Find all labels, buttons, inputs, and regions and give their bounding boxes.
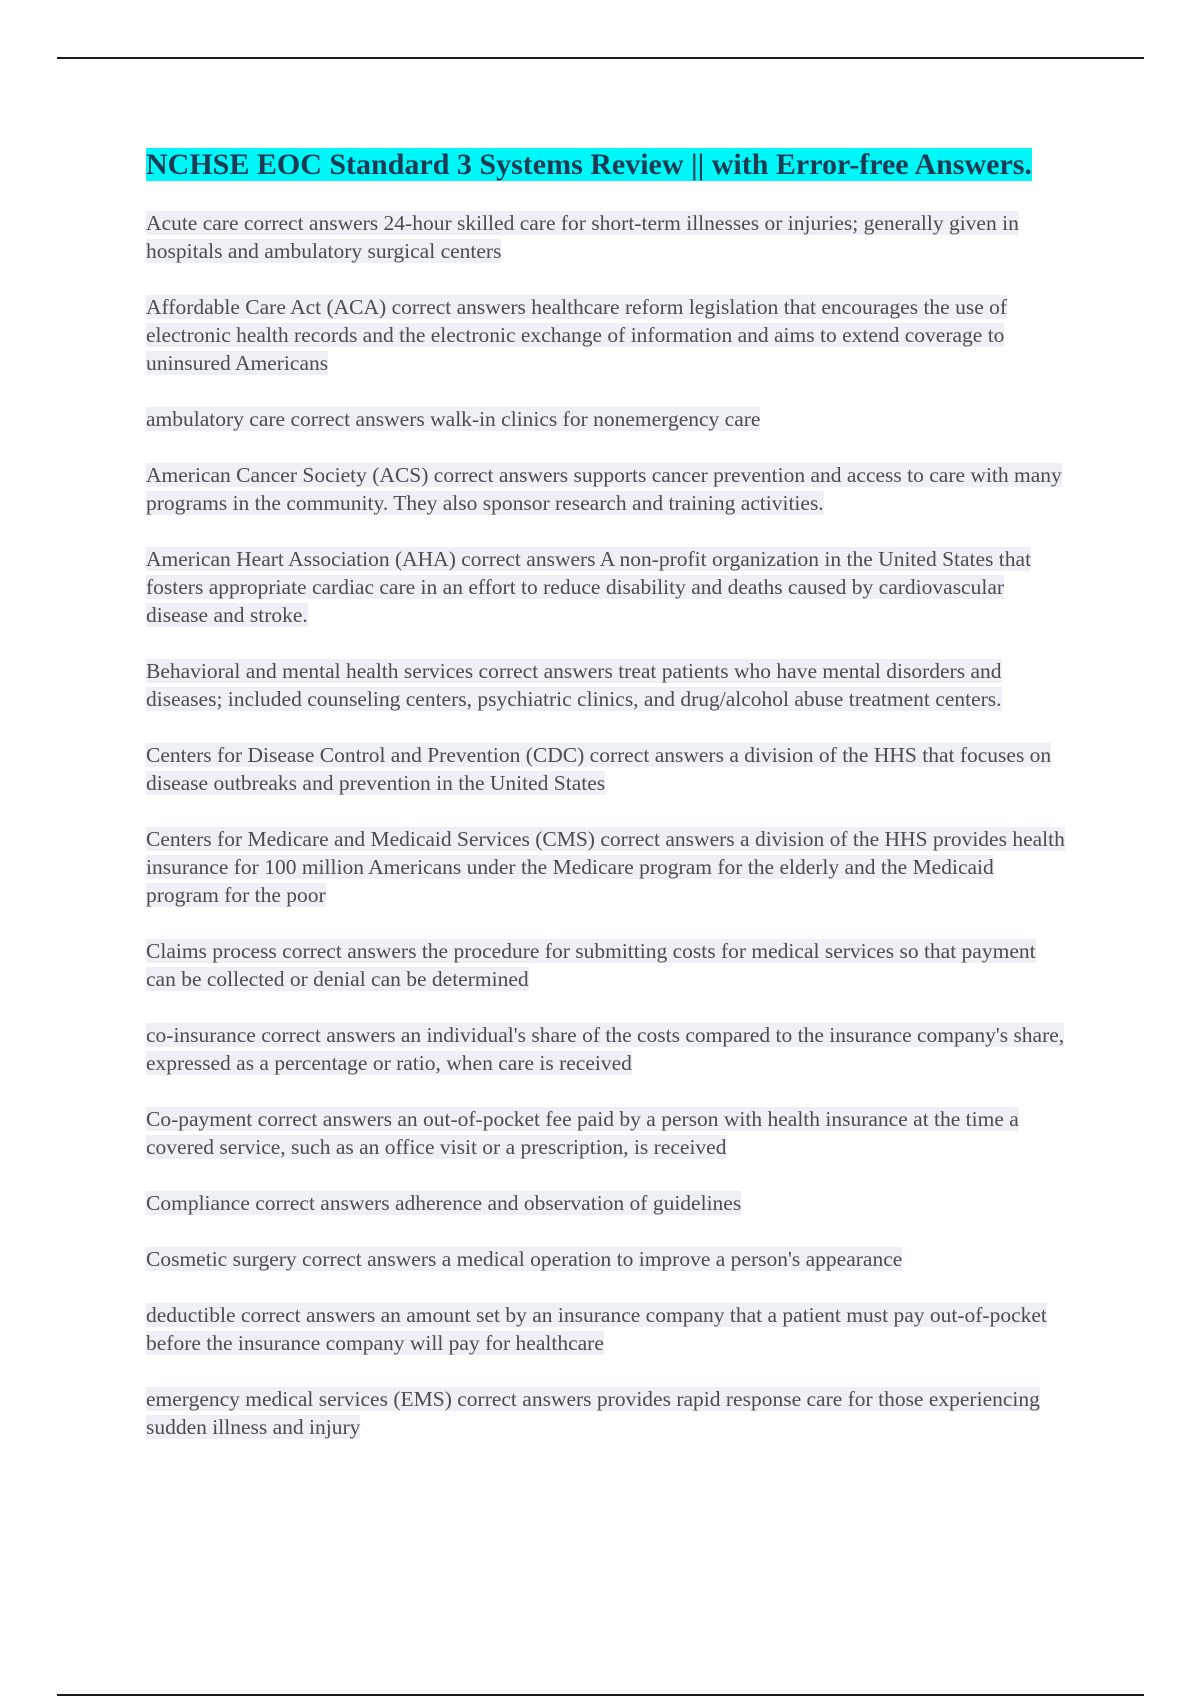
entry-deductible xyxy=(146,1301,1066,1357)
entry-compliance xyxy=(146,1189,1066,1217)
document-body xyxy=(146,146,1066,1469)
entry-text: Affordable Care Act (ACA) correct answers healthcare reform legislation that encourages the use of electronic health records and the electronic exchange of information and aims to extend coverage to uninsured Americans xyxy=(146,295,1008,375)
entry-american-heart-association xyxy=(146,545,1066,629)
entry-ems xyxy=(146,1385,1066,1441)
entry-cosmetic-surgery xyxy=(146,1245,1066,1273)
entry-text: Centers for Disease Control and Prevention (CDC) correct answers a division of the HHS that focuses on disease outbreaks and prevention in the United States xyxy=(146,743,1052,795)
entry-text: ambulatory care correct answers walk-in clinics for nonemergency care xyxy=(146,407,761,431)
entry-text: deductible correct answers an amount set by an insurance company that a patient must pay out-of-pocket before the insurance company will pay for healthcare xyxy=(146,1303,1047,1355)
entry-co-insurance xyxy=(146,1021,1066,1077)
entry-ambulatory-care xyxy=(146,405,1066,433)
entry-text: Acute care correct answers 24-hour skilled care for short-term illnesses or injuries; generally given in hospitals and ambulatory surgical centers xyxy=(146,211,1019,263)
entry-text: American Heart Association (AHA) correct answers A non-profit organization in the United States that fosters appropriate cardiac care in an effort to reduce disability and deaths caused by cardiovascular disease and stroke. xyxy=(146,547,1032,627)
entry-text: Cosmetic surgery correct answers a medical operation to improve a person's appearance xyxy=(146,1247,903,1271)
entry-acute-care xyxy=(146,209,1066,265)
entry-cdc xyxy=(146,741,1066,797)
document-title xyxy=(146,146,1066,183)
entry-text: emergency medical services (EMS) correct answers provides rapid response care for those experiencing sudden illness and injury xyxy=(146,1387,1040,1439)
entry-american-cancer-society xyxy=(146,461,1066,517)
top-rule xyxy=(57,57,1144,59)
entry-affordable-care-act xyxy=(146,293,1066,377)
entry-cms xyxy=(146,825,1066,909)
entry-text: Claims process correct answers the procedure for submitting costs for medical services so that payment can be collected or denial can be determined xyxy=(146,939,1036,991)
entry-text: Behavioral and mental health services correct answers treat patients who have mental disorders and diseases; included counseling centers, psychiatric clinics, and drug/alcohol abuse treatment centers. xyxy=(146,659,1002,711)
entry-text: Centers for Medicare and Medicaid Services (CMS) correct answers a division of the HHS provides health insurance for 100 million Americans under the Medicare program for the elderly and the Medicaid program for the poor xyxy=(146,827,1065,907)
entry-claims-process xyxy=(146,937,1066,993)
document-title-text: NCHSE EOC Standard 3 Systems Review || with Error-free Answers. xyxy=(146,148,1032,181)
entry-text: American Cancer Society (ACS) correct answers supports cancer prevention and access to care with many programs in the community. They also sponsor research and training activities. xyxy=(146,463,1062,515)
entry-text: co-insurance correct answers an individual's share of the costs compared to the insurance company's share, expressed as a percentage or ratio, when care is received xyxy=(146,1023,1065,1075)
entry-behavioral-mental-health xyxy=(146,657,1066,713)
entry-text: Compliance correct answers adherence and observation of guidelines xyxy=(146,1191,742,1215)
bottom-rule xyxy=(57,1694,1144,1696)
entry-co-payment xyxy=(146,1105,1066,1161)
entry-text: Co-payment correct answers an out-of-pocket fee paid by a person with health insurance at the time a covered service, such as an office visit or a prescription, is received xyxy=(146,1107,1019,1159)
